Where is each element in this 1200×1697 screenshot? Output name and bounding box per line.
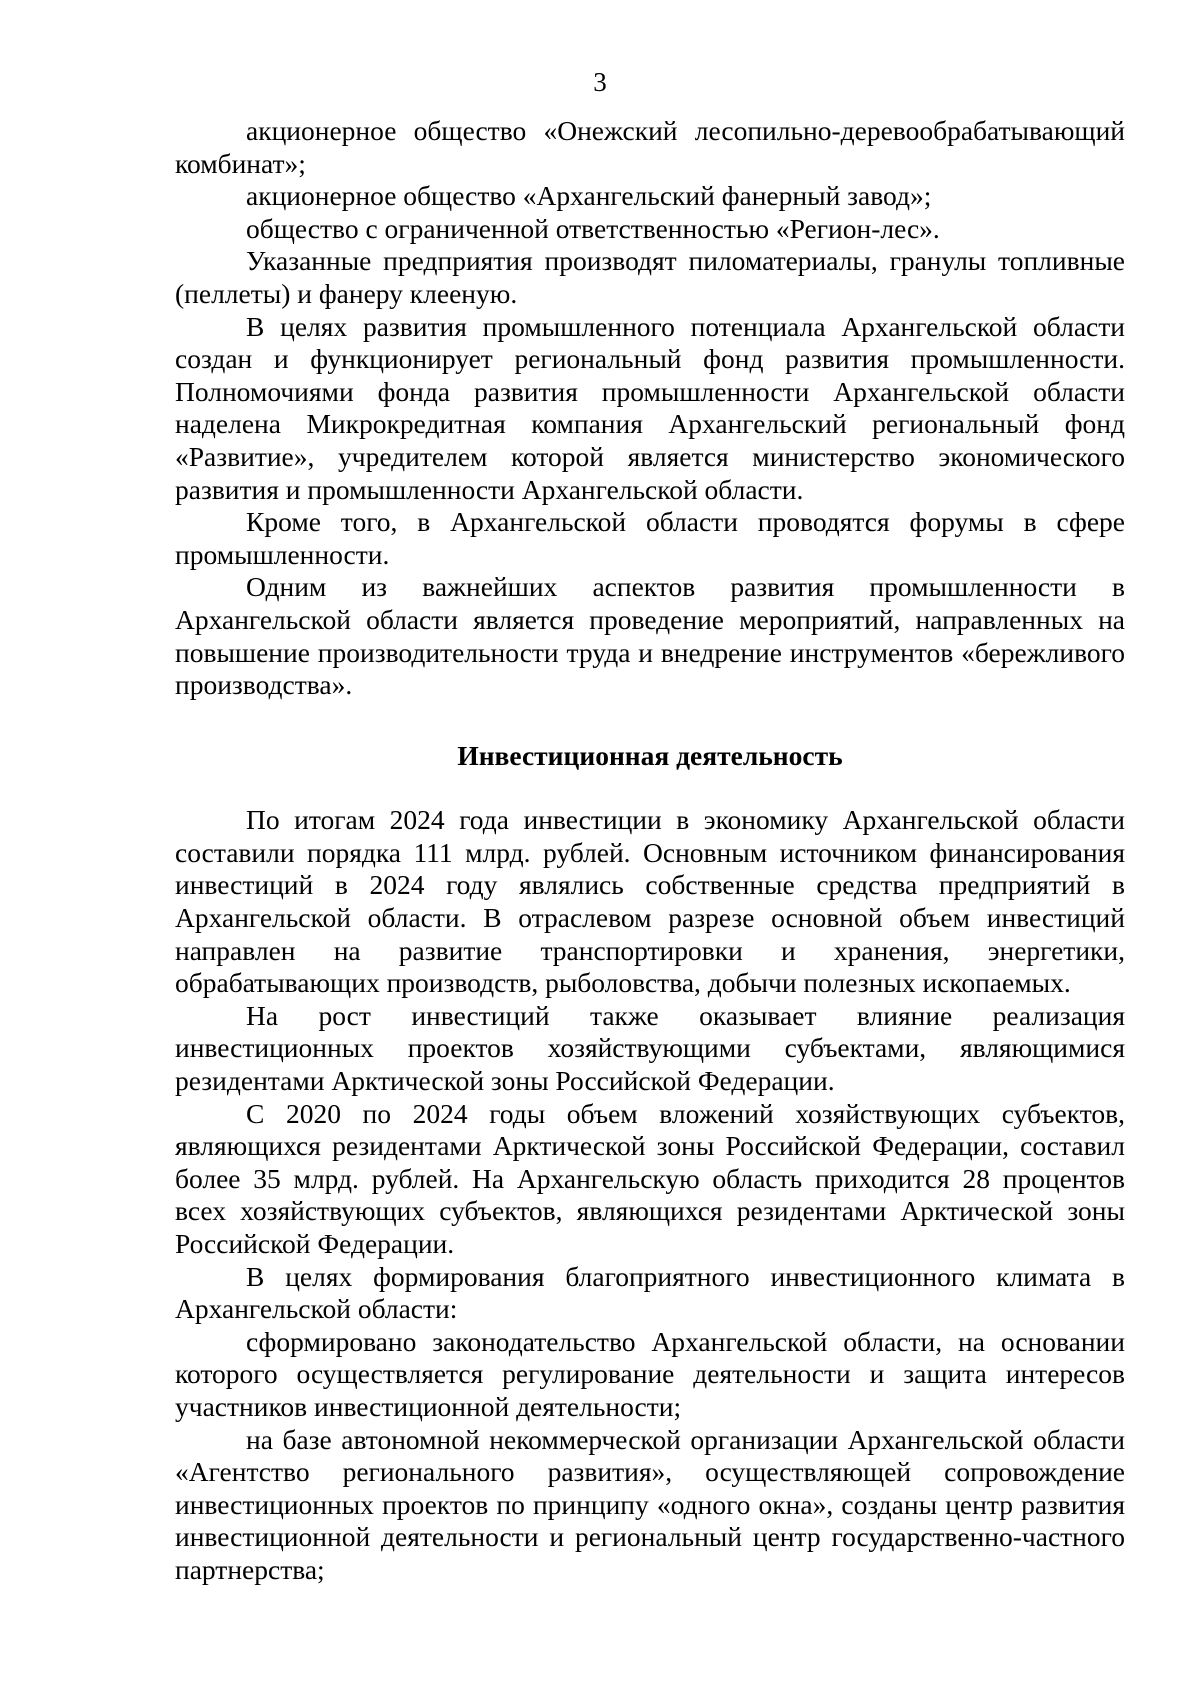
paragraph: На рост инвестиций также оказывает влияние реализация инвестиционных проектов хозяйствующими субъектами, являющимися резидентами Арктической зоны Российской Федерации. [175,999,1125,1097]
page-number: 3 [593,67,607,97]
paragraph: По итогам 2024 года инвестиции в экономику Архангельской области составили порядка 111 млрд. рублей. Основным источником финансирования инвестиций в 2024 году являлись собственные средства предприятий в Архангельской области. В отраслевом разрезе основной объем инвестиций направлен на развитие транспортировки и хранения, энергетики, обрабатывающих производств, рыболовства, добычи полезных ископаемых. [175,804,1125,999]
paragraph: на базе автономной некоммерческой организации Архангельской области «Агентство регионального развития», осуществляющей сопровождение инвестиционных проектов по принципу «одного окна», созданы центр развития инвестиционной деятельности и региональный центр государственно-частного партнерства; [175,1423,1125,1585]
paragraph: Одним из важнейших аспектов развития промышленности в Архангельской области является проведение мероприятий, направленных на повышение производительности труда и внедрение инструментов «бережливого производства». [175,571,1125,701]
paragraph: сформировано законодательство Архангельской области, на основании которого осуществляется регулирование деятельности и защита интересов участников инвестиционной деятельности; [175,1325,1125,1422]
paragraph: В целях формирования благоприятного инвестиционного климата в Архангельской области: [175,1260,1125,1325]
industry-section [175,115,1125,702]
investment-section [175,804,1125,1586]
paragraph: общество с ограниченной ответственностью «Регион-лес». [246,212,940,244]
paragraph: В целях развития промышленного потенциала Архангельской области создан и функционирует региональный фонд развития промышленности. Полномочиями фонда развития промышленности Архангельской области наделена Микрокредитная компания Архангельский региональный фонд «Развитие», учредителем которой является министерство экономического развития и промышленности Архангельской области. [175,310,1125,505]
paragraph: С 2020 по 2024 годы объем вложений хозяйствующих субъектов, являющихся резидентами Арктической зоны Российской Федерации, составил более 35 млрд. рублей. На Архангельскую область приходится 28 процентов всех хозяйствующих субъектов, являющихся резидентами Арктической зоны Российской Федерации. [175,1097,1125,1259]
section-heading: Инвестиционная деятельность [457,739,843,771]
document-body [175,115,1125,1587]
paragraph: Указанные предприятия производят пиломатериалы, гранулы топливные (пеллеты) и фанеру клееную. [175,245,1125,309]
paragraph: Кроме того, в Архангельской области проводятся форумы в сфере промышленности. [175,506,1125,570]
paragraph: акционерное общество «Архангельский фанерный завод»; [246,180,932,212]
paragraph: акционерное общество «Онежский лесопильно-деревообрабатывающий комбинат»; [175,115,1125,179]
